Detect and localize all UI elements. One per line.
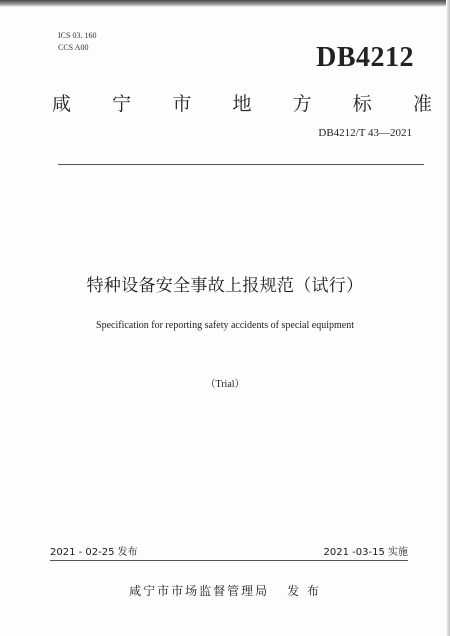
classification-codes [58,30,96,54]
standard-number: DB4212/T 43—2021 [318,127,412,139]
heading-char: 市 [172,93,192,115]
issuing-authority [0,582,450,599]
issuer-name: 咸宁市市场监督管理局 [129,584,270,598]
scan-edge-right [446,0,450,636]
publish-date: 2021 - 02-25 发布 [50,547,138,558]
standard-type-heading [52,89,432,116]
heading-char: 标 [352,93,372,115]
issue-word: 发 布 [287,584,321,598]
heading-char: 方 [292,93,312,115]
chinese-title: 特种设备安全事故上报规范（试行） [86,276,364,296]
ics-code: ICS 03. 160 [58,31,97,40]
header-divider [58,164,424,165]
standard-logo: DB4212 [316,42,414,73]
trial-label: （Trial） [205,379,245,390]
heading-char: 地 [232,93,252,115]
english-title: Specification for reporting safety accidents of special equipment [96,320,354,331]
heading-char: 准 [412,93,432,115]
heading-char: 咸 [52,93,72,115]
implement-date: 2021 -03-15 实施 [323,547,408,558]
footer-divider [50,560,408,561]
scan-edge-top [0,0,450,7]
heading-char: 宁 [112,93,132,115]
ccs-code: CCS A00 [58,43,89,52]
